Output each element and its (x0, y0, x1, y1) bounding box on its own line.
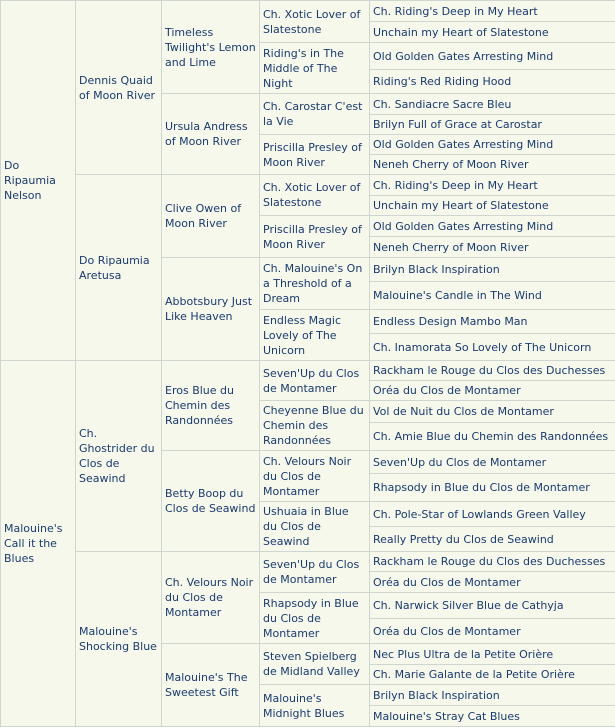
gen4-ancestor-5[interactable]: Ch. Xotic Lover of Slatestone (260, 175, 370, 216)
gen4-ancestor-7[interactable]: Ch. Malouine's On a Threshold of a Dream (260, 258, 370, 310)
gen5-ancestor-26[interactable]: Oréa du Clos de Montamer (370, 572, 615, 593)
gen5-ancestor-21[interactable]: Seven'Up du Clos de Montamer (370, 451, 615, 474)
gen5-ancestor-15[interactable]: Endless Design Mambo Man (370, 310, 615, 334)
gen5-ancestor-29[interactable]: Nec Plus Ultra de la Petite Orière (370, 644, 615, 665)
gen4-ancestor-16[interactable]: Malouine's Midnight Blues (260, 685, 370, 727)
gen5-ancestor-22[interactable]: Rhapsody in Blue du Clos de Montamer (370, 474, 615, 502)
gen5-ancestor-28[interactable]: Oréa du Clos de Montamer (370, 619, 615, 644)
sire-sire[interactable]: Dennis Quaid of Moon River (76, 1, 162, 175)
gen4-ancestor-10[interactable]: Cheyenne Blue du Chemin des Randonnées (260, 401, 370, 451)
gen5-ancestor-6[interactable]: Brilyn Full of Grace at Carostar (370, 115, 615, 135)
gen4-ancestor-9[interactable]: Seven'Up du Clos de Montamer (260, 361, 370, 401)
gen4-ancestor-4[interactable]: Priscilla Presley of Moon River (260, 135, 370, 175)
gen5-ancestor-27[interactable]: Ch. Narwick Silver Blue de Cathyja (370, 593, 615, 619)
gen5-ancestor-30[interactable]: Ch. Marie Galante de la Petite Orière (370, 665, 615, 685)
dam-dam[interactable]: Malouine's Shocking Blue (76, 552, 162, 727)
gen4-ancestor-2[interactable]: Riding's in The Middle of The Night (260, 43, 370, 94)
gen5-ancestor-2[interactable]: Unchain my Heart of Slatestone (370, 22, 615, 43)
gen4-ancestor-15[interactable]: Steven Spielberg de Midland Valley (260, 644, 370, 685)
gen3-ancestor-1[interactable]: Timeless Twilight's Lemon and Lime (162, 1, 260, 94)
gen5-ancestor-4[interactable]: Riding's Red Riding Hood (370, 70, 615, 94)
gen5-ancestor-5[interactable]: Ch. Sandiacre Sacre Bleu (370, 94, 615, 115)
gen5-ancestor-31[interactable]: Brilyn Black Inspiration (370, 685, 615, 706)
gen4-ancestor-13[interactable]: Seven'Up du Clos de Montamer (260, 552, 370, 593)
gen5-ancestor-13[interactable]: Brilyn Black Inspiration (370, 258, 615, 282)
gen4-ancestor-1[interactable]: Ch. Xotic Lover of Slatestone (260, 1, 370, 43)
gen4-ancestor-8[interactable]: Endless Magic Lovely of The Unicorn (260, 310, 370, 361)
gen5-ancestor-7[interactable]: Old Golden Gates Arresting Mind (370, 135, 615, 155)
gen5-ancestor-25[interactable]: Rackham le Rouge du Clos des Duchesses (370, 552, 615, 572)
sire-dam[interactable]: Do Ripaumia Aretusa (76, 175, 162, 361)
gen4-ancestor-14[interactable]: Rhapsody in Blue du Clos de Montamer (260, 593, 370, 644)
gen5-ancestor-23[interactable]: Ch. Pole-Star of Lowlands Green Valley (370, 502, 615, 527)
dam[interactable]: Malouine's Call it the Blues (1, 361, 76, 727)
gen4-ancestor-12[interactable]: Ushuaia in Blue du Clos de Seawind (260, 502, 370, 552)
gen5-ancestor-11[interactable]: Old Golden Gates Arresting Mind (370, 216, 615, 237)
gen3-ancestor-8[interactable]: Malouine's The Sweetest Gift (162, 644, 260, 727)
gen5-ancestor-12[interactable]: Neneh Cherry of Moon River (370, 237, 615, 258)
gen3-ancestor-6[interactable]: Betty Boop du Clos de Seawind (162, 451, 260, 552)
gen5-ancestor-10[interactable]: Unchain my Heart of Slatestone (370, 196, 615, 216)
gen5-ancestor-17[interactable]: Rackham le Rouge du Clos des Duchesses (370, 361, 615, 381)
gen5-ancestor-9[interactable]: Ch. Riding's Deep in My Heart (370, 175, 615, 196)
gen4-ancestor-6[interactable]: Priscilla Presley of Moon River (260, 216, 370, 258)
gen5-ancestor-16[interactable]: Ch. Inamorata So Lovely of The Unicorn (370, 334, 615, 361)
gen4-ancestor-3[interactable]: Ch. Carostar C'est la Vie (260, 94, 370, 135)
gen5-ancestor-32[interactable]: Malouine's Stray Cat Blues (370, 706, 615, 727)
gen3-ancestor-2[interactable]: Ursula Andress of Moon River (162, 94, 260, 175)
gen5-ancestor-20[interactable]: Ch. Amie Blue du Chemin des Randonnées (370, 423, 615, 451)
dam-sire[interactable]: Ch. Ghostrider du Clos de Seawind (76, 361, 162, 552)
gen5-ancestor-24[interactable]: Really Pretty du Clos de Seawind (370, 527, 615, 552)
sire[interactable]: Do Ripaumia Nelson (1, 1, 76, 361)
gen5-ancestor-3[interactable]: Old Golden Gates Arresting Mind (370, 43, 615, 70)
gen3-ancestor-4[interactable]: Abbotsbury Just Like Heaven (162, 258, 260, 361)
gen5-ancestor-19[interactable]: Vol de Nuit du Clos de Montamer (370, 401, 615, 423)
gen3-ancestor-3[interactable]: Clive Owen of Moon River (162, 175, 260, 258)
gen3-ancestor-5[interactable]: Eros Blue du Chemin des Randonnées (162, 361, 260, 451)
gen5-ancestor-1[interactable]: Ch. Riding's Deep in My Heart (370, 1, 615, 22)
gen5-ancestor-18[interactable]: Oréa du Clos de Montamer (370, 381, 615, 401)
gen5-ancestor-8[interactable]: Neneh Cherry of Moon River (370, 155, 615, 175)
gen3-ancestor-7[interactable]: Ch. Velours Noir du Clos de Montamer (162, 552, 260, 644)
gen5-ancestor-14[interactable]: Malouine's Candle in The Wind (370, 282, 615, 310)
gen4-ancestor-11[interactable]: Ch. Velours Noir du Clos de Montamer (260, 451, 370, 502)
